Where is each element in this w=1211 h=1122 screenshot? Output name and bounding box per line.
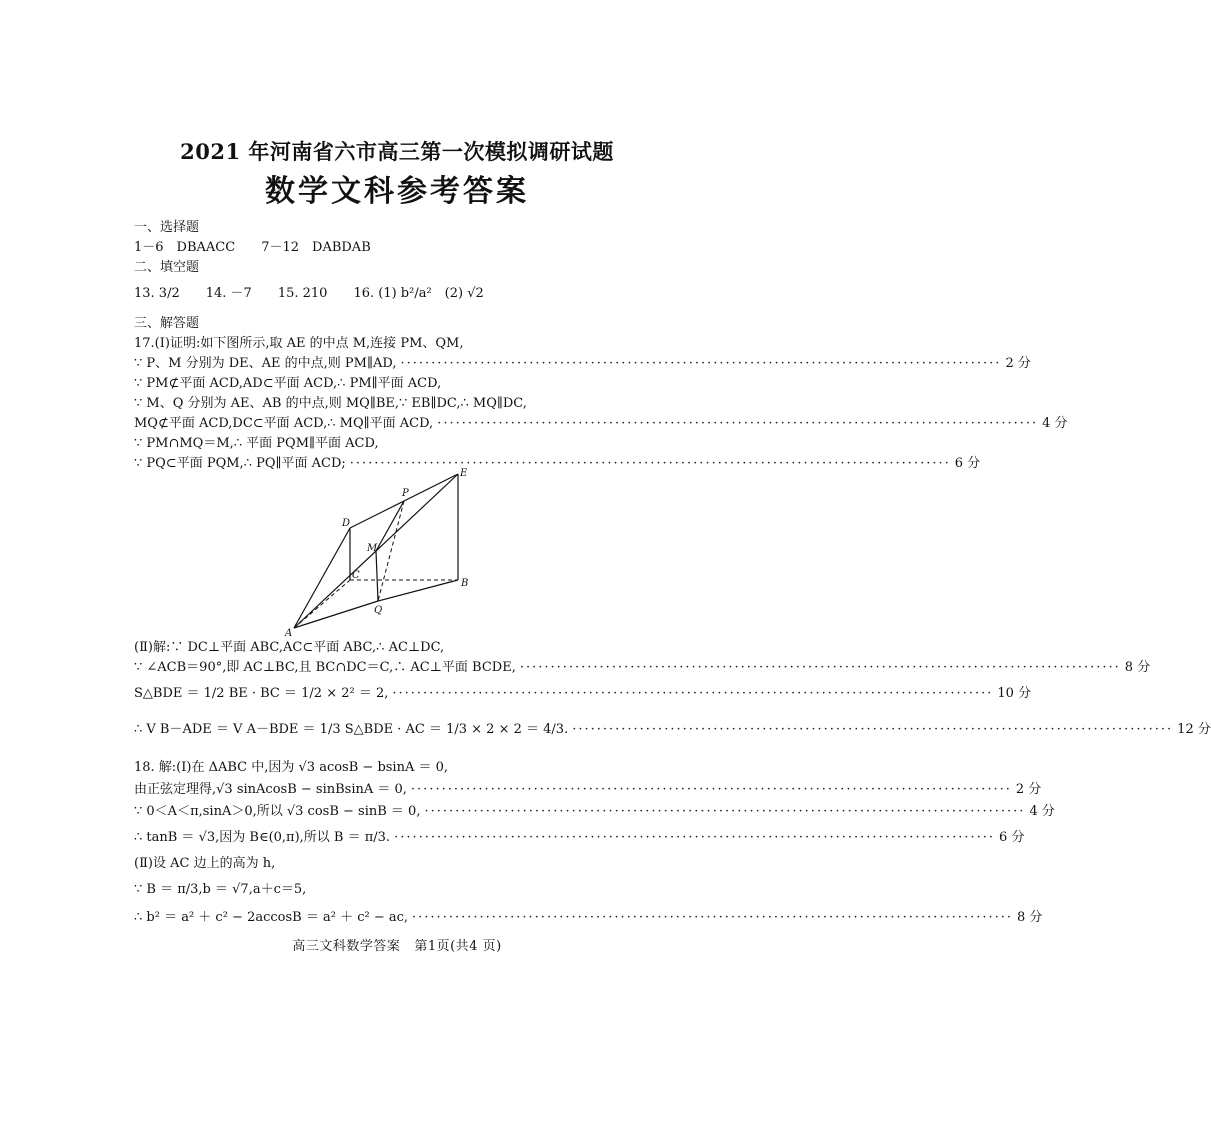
- q18-line-3: [134, 802, 1055, 822]
- q17-p2-line-4: [134, 720, 1211, 740]
- choice-heading: 一、选择题: [134, 220, 200, 235]
- q17-p2-line-2-text: ∵ ∠ACB＝90°,即 AC⊥BC,且 BC∩DC＝C,∴ AC⊥平面 BCDE,: [134, 660, 516, 675]
- leader-dots: ··································································································: [412, 910, 1013, 925]
- score-label: 2 分: [1015, 782, 1042, 797]
- q18-p2-line-2: ∵ B ＝ π/3,b ＝ √7,a＋c＝5,: [134, 882, 307, 897]
- fill-16: 16. (1) b²/a² (2) √2: [353, 286, 484, 301]
- q18-line-3-text: ∵ 0＜A＜π,sinA＞0,所以 √3 cosB − sinB ＝ 0,: [134, 804, 421, 819]
- choice-answers-2: 7－12 DABDAB: [261, 240, 371, 255]
- score-label: 6 分: [954, 456, 981, 471]
- q18-line-4-text: ∴ tanB ＝ √3,因为 B∈(0,π),所以 B ＝ π/3.: [134, 830, 391, 845]
- edge-QB: [378, 580, 458, 601]
- label-M: M: [367, 543, 378, 554]
- score-label: 4 分: [1042, 416, 1068, 431]
- choice-answers: [134, 240, 660, 256]
- fill-answers: [134, 284, 660, 304]
- label-B: B: [461, 578, 469, 589]
- footer-page-number: 第1页(共4 页): [414, 939, 502, 954]
- fill-14: 14. －7: [205, 286, 252, 301]
- q17-line-3: ∵ PM⊄平面 ACD,AD⊂平面 ACD,∴ PM∥平面 ACD,: [134, 376, 442, 391]
- q18-line-2-text: 由正弦定理得,√3 sinAcosB − sinBsinA ＝ 0,: [134, 782, 407, 797]
- fill-15: 15. 210: [277, 286, 328, 301]
- score-label: 2 分: [1005, 356, 1031, 371]
- leader-dots: ··································································································: [410, 782, 1012, 797]
- label-Q: Q: [374, 605, 383, 616]
- edge-MQ: [376, 551, 378, 601]
- leader-dots: ··································································································: [392, 686, 994, 701]
- solve-heading: 三、解答题: [134, 316, 200, 331]
- edge-PQ: [378, 501, 404, 601]
- leader-dots: ··································································································: [572, 722, 1174, 737]
- footer-left: 高三文科数学答案: [292, 939, 401, 954]
- q17-line-2-text: ∵ P、M 分别为 DE、AE 的中点,则 PM∥AD,: [134, 356, 397, 371]
- q18-line-2: [134, 780, 1042, 800]
- leader-dots: ··································································································: [400, 356, 1002, 371]
- answer-title: 数学文科参考答案: [265, 174, 529, 209]
- q17-p2-line-3-text: S△BDE ＝ 1/2 BE · BC ＝ 1/2 × 2² ＝ 2,: [134, 686, 389, 701]
- leader-dots: ··································································································: [519, 660, 1121, 675]
- leader-dots: ··································································································: [424, 804, 1026, 819]
- label-C: C: [352, 570, 360, 581]
- q17-line-6: ∵ PM∩MQ＝M,∴ 平面 PQM∥平面 ACD,: [134, 436, 379, 451]
- q18-p2-line-3-text: ∴ b² ＝ a² ＋ c² − 2accosB ＝ a² ＋ c² − ac,: [134, 910, 409, 925]
- q17-p2-line-2: [134, 660, 1151, 676]
- score-label: 6 分: [999, 830, 1025, 845]
- q17-p2-line-4-text: ∴ V B－ADE ＝ V A－BDE ＝ 1/3 S△BDE · AC ＝ 1/3 × 2 × 2 ＝ 4/3.: [134, 722, 569, 737]
- q17-p2-line-3: [134, 684, 1032, 704]
- fill-heading: 二、填空题: [134, 260, 200, 275]
- q18-line-4: [134, 828, 1025, 848]
- page-footer: [0, 935, 794, 954]
- score-label: 4 分: [1029, 804, 1055, 819]
- q18-p2-line-1: (Ⅱ)设 AC 边上的高为 h,: [134, 856, 276, 871]
- choice-answers-1: 1－6 DBAACC: [134, 240, 236, 255]
- label-A: A: [285, 628, 293, 639]
- q17-line-1: 17.(Ⅰ)证明:如下图所示,取 AE 的中点 M,连接 PM、QM,: [134, 336, 464, 351]
- q17-line-5-text: MQ⊄平面 ACD,DC⊂平面 ACD,∴ MQ∥平面 ACD,: [134, 416, 434, 431]
- score-label: 8 分: [1124, 660, 1151, 675]
- score-label: 10 分: [997, 686, 1032, 701]
- leader-dots: ··································································································: [349, 456, 951, 471]
- q18-line-1: 18. 解:(Ⅰ)在 ΔABC 中,因为 √3 acosB − bsinA ＝ 0,: [134, 760, 449, 775]
- q17-p2-line-1: (Ⅱ)解:∵ DC⊥平面 ABC,AC⊂平面 ABC,∴ AC⊥DC,: [134, 640, 445, 655]
- score-label: 12 分: [1177, 722, 1211, 737]
- label-P: P: [402, 488, 409, 499]
- fill-13: 13. 3/2: [134, 286, 180, 301]
- q17-line-2: [134, 356, 1031, 372]
- leader-dots: ··································································································: [437, 416, 1039, 431]
- geometry-figure: [284, 468, 484, 638]
- q17-line-7-text: ∵ PQ⊂平面 PQM,∴ PQ∥平面 ACD;: [134, 456, 346, 471]
- label-D: D: [342, 518, 351, 529]
- label-E: E: [460, 468, 468, 479]
- exam-title: 2021 年河南省六市高三第一次模拟调研试题: [180, 139, 614, 164]
- leader-dots: ··································································································: [394, 830, 996, 845]
- q18-p2-line-3: [134, 908, 1043, 928]
- q17-line-4: ∵ M、Q 分别为 AE、AB 的中点,则 MQ∥BE,∵ EB∥DC,∴ MQ∥DC,: [134, 396, 527, 411]
- q17-line-5: [134, 416, 1068, 432]
- score-label: 8 分: [1017, 910, 1043, 925]
